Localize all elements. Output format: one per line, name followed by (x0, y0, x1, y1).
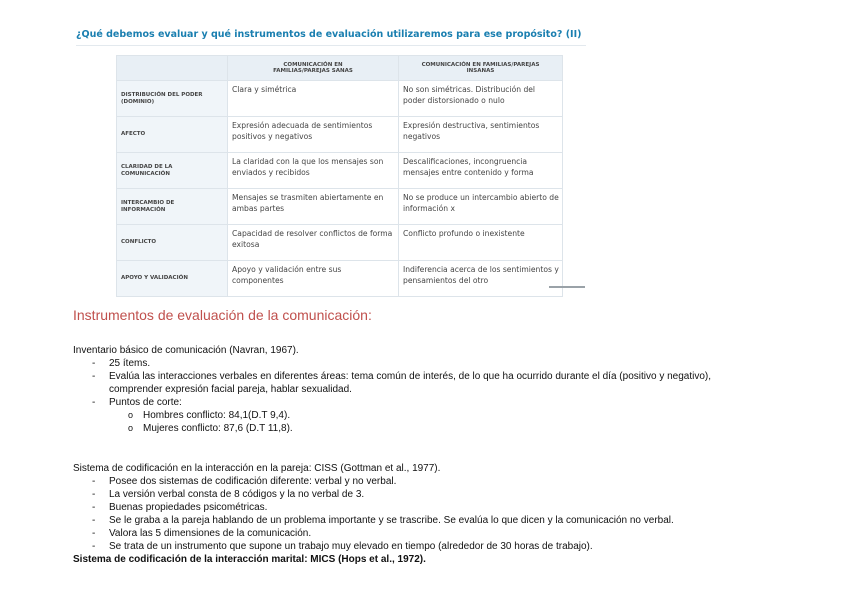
table-row (117, 153, 563, 189)
list-item: - Posee dos sistemas de codificación diferente: verbal y no verbal. (73, 475, 674, 488)
row-label: CONFLICTO (117, 225, 228, 261)
ciss-block (73, 462, 674, 566)
inventario-list (73, 357, 749, 409)
cell-sana: Mensajes se trasmiten abiertamente en ambas partes (228, 189, 399, 225)
list-item: - Puntos de corte: (73, 396, 749, 409)
ciss-heading: Sistema de codificación en la interacción en la pareja: CISS (Gottman et al., 1977). (73, 463, 441, 474)
cell-insana: Expresión destructiva, sentimientos negativos (399, 117, 563, 153)
list-item: - La versión verbal consta de 8 códigos y la no verbal de 3. (73, 488, 674, 501)
table-row (117, 117, 563, 153)
cell-sana: Apoyo y validación entre sus componentes (228, 261, 399, 297)
table-corner-cell (117, 56, 228, 81)
row-label: CLARIDAD DE LA COMUNICACIÓN (117, 153, 228, 189)
table-row (117, 261, 563, 297)
slide-title: ¿Qué debemos evaluar y qué instrumentos de evaluación utilizaremos para ese propósito? (II) (76, 29, 582, 40)
cell-insana: Indiferencia acerca de los sentimientos y pensamientos del otro (399, 261, 563, 297)
title-divider (76, 45, 586, 46)
cell-sana: Capacidad de resolver conflictos de forma exitosa (228, 225, 399, 261)
row-label: AFECTO (117, 117, 228, 153)
cell-insana: No se produce un intercambio abierto de información x (399, 189, 563, 225)
list-item: - Buenas propiedades psicométricas. (73, 501, 674, 514)
list-item: o Hombres conflicto: 84,1(D.T 9,4). (73, 409, 749, 422)
list-item: - Valora las 5 dimensiones de la comunicación. (73, 527, 674, 540)
cutoff-list (73, 409, 749, 435)
cell-insana: Conflicto profundo o inexistente (399, 225, 563, 261)
row-label: APOYO Y VALIDACIÓN (117, 261, 228, 297)
table-scrollbar[interactable] (549, 286, 585, 288)
row-label: INTERCAMBIO DE INFORMACIÓN (117, 189, 228, 225)
comparison-table (116, 55, 563, 297)
cell-sana: La claridad con la que los mensajes son enviados y recibidos (228, 153, 399, 189)
comparison-table-container (116, 55, 562, 297)
list-item: - 25 ítems. (73, 357, 749, 370)
table-row (117, 81, 563, 117)
cell-sana: Clara y simétrica (228, 81, 399, 117)
inventario-heading: Inventario básico de comunicación (Navran, 1967). (73, 345, 299, 356)
table-row (117, 225, 563, 261)
column-header-sanas: COMUNICACIÓN EN FAMILIAS/PAREJAS SANAS (228, 56, 399, 81)
section-heading: Instrumentos de evaluación de la comunicación: (73, 307, 372, 323)
cell-sana: Expresión adecuada de sentimientos positivos y negativos (228, 117, 399, 153)
row-label: DISTRIBUCIÓN DEL PODER (DOMINIO) (117, 81, 228, 117)
cell-insana: Descalificaciones, incongruencia mensajes entre contenido y forma (399, 153, 563, 189)
ciss-list (73, 475, 674, 553)
list-item: o Mujeres conflicto: 87,6 (D.T 11,8). (73, 422, 749, 435)
cell-insana: No son simétricas. Distribución del poder distorsionado o nulo (399, 81, 563, 117)
list-item: - Se trata de un instrumento que supone un trabajo muy elevado en tiempo (alrededor de 30 horas de trabajo). (73, 540, 674, 553)
table-header-row (117, 56, 563, 81)
mics-heading: Sistema de codificación de la interacción marital: MICS (Hops et al., 1972). (73, 554, 426, 565)
inventario-block (73, 344, 749, 435)
list-item: - Evalúa las interacciones verbales en diferentes áreas: tema común de interés, de lo que ha ocurrido durante el día (positivo y negativo), comprender expresión facial pareja, hablar sexualidad. (73, 370, 749, 396)
column-header-insanas: COMUNICACIÓN EN FAMILIAS/PAREJAS INSANAS (399, 56, 563, 81)
list-item: - Se le graba a la pareja hablando de un problema importante y se trascribe. Se evalúa lo que dicen y la comunicación no verbal. (73, 514, 674, 527)
table-row (117, 189, 563, 225)
